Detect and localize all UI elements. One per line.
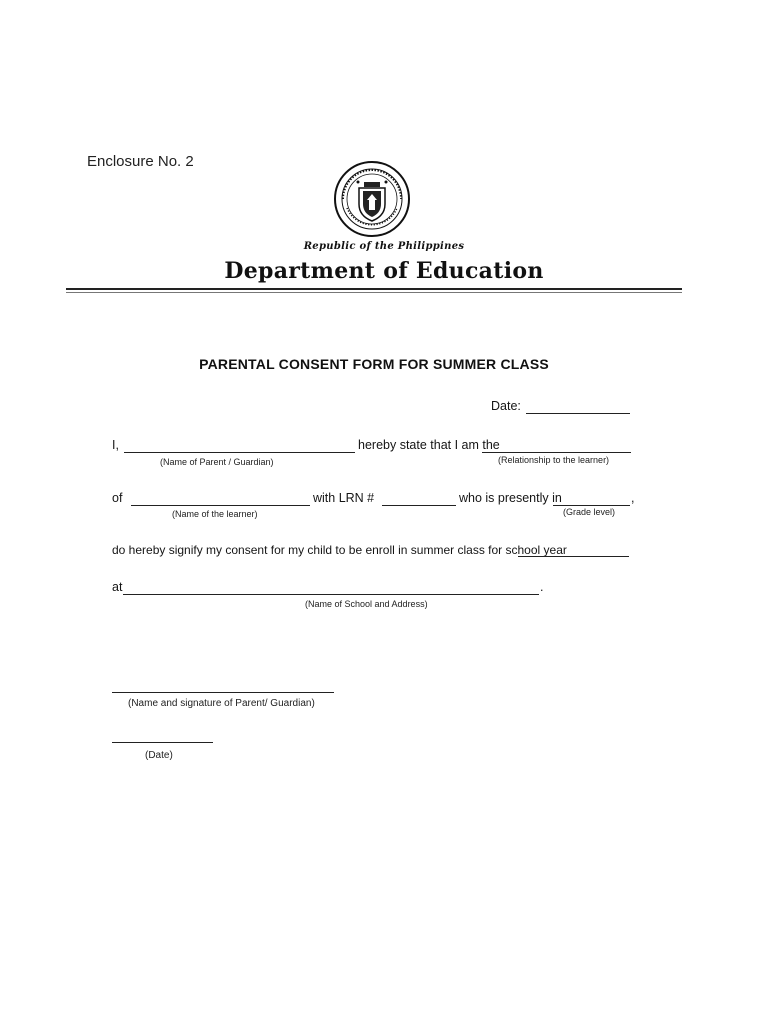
date-field[interactable] bbox=[526, 413, 630, 414]
consent-statement: do hereby signify my consent for my child to be enroll in summer class for school year bbox=[112, 543, 567, 557]
relationship-field[interactable] bbox=[482, 452, 631, 453]
school-year-field[interactable] bbox=[518, 556, 629, 557]
lrn-label: with LRN # bbox=[313, 491, 375, 505]
header-divider-thin bbox=[66, 292, 682, 293]
line4-period: . bbox=[540, 580, 544, 594]
header-divider bbox=[66, 288, 682, 290]
presently-label: who is presently in bbox=[459, 491, 562, 505]
department-title: Department of Education bbox=[224, 258, 544, 284]
lrn-field[interactable] bbox=[382, 505, 456, 506]
line2-prefix: of bbox=[112, 491, 123, 505]
learner-name-field[interactable] bbox=[131, 505, 310, 506]
signature-field[interactable] bbox=[112, 692, 334, 693]
form-title: PARENTAL CONSENT FORM FOR SUMMER CLASS bbox=[199, 356, 549, 372]
signature-date-field[interactable] bbox=[112, 742, 213, 743]
parent-name-field[interactable] bbox=[124, 452, 355, 453]
republic-label: Republic of the Philippines bbox=[303, 241, 465, 252]
grade-level-caption: (Grade level) bbox=[563, 507, 616, 517]
relationship-caption: (Relationship to the learner) bbox=[498, 455, 610, 465]
learner-name-caption: (Name of the learner) bbox=[172, 509, 258, 519]
line2-comma: , bbox=[631, 491, 635, 505]
date-label: Date: bbox=[491, 399, 521, 413]
school-address-field[interactable] bbox=[123, 594, 539, 595]
signature-caption: (Name and signature of Parent/ Guardian) bbox=[128, 698, 315, 709]
school-address-caption: (Name of School and Address) bbox=[305, 599, 428, 609]
parent-name-caption: (Name of Parent / Guardian) bbox=[160, 457, 274, 467]
grade-level-field[interactable] bbox=[553, 505, 630, 506]
enclosure-label: Enclosure No. 2 bbox=[87, 153, 194, 170]
deped-seal-logo bbox=[333, 160, 411, 238]
line1-middle-text: hereby state that I am the bbox=[358, 438, 500, 452]
signature-date-caption: (Date) bbox=[145, 750, 173, 761]
line4-prefix: at bbox=[112, 580, 123, 594]
line1-prefix: I, bbox=[112, 438, 119, 452]
